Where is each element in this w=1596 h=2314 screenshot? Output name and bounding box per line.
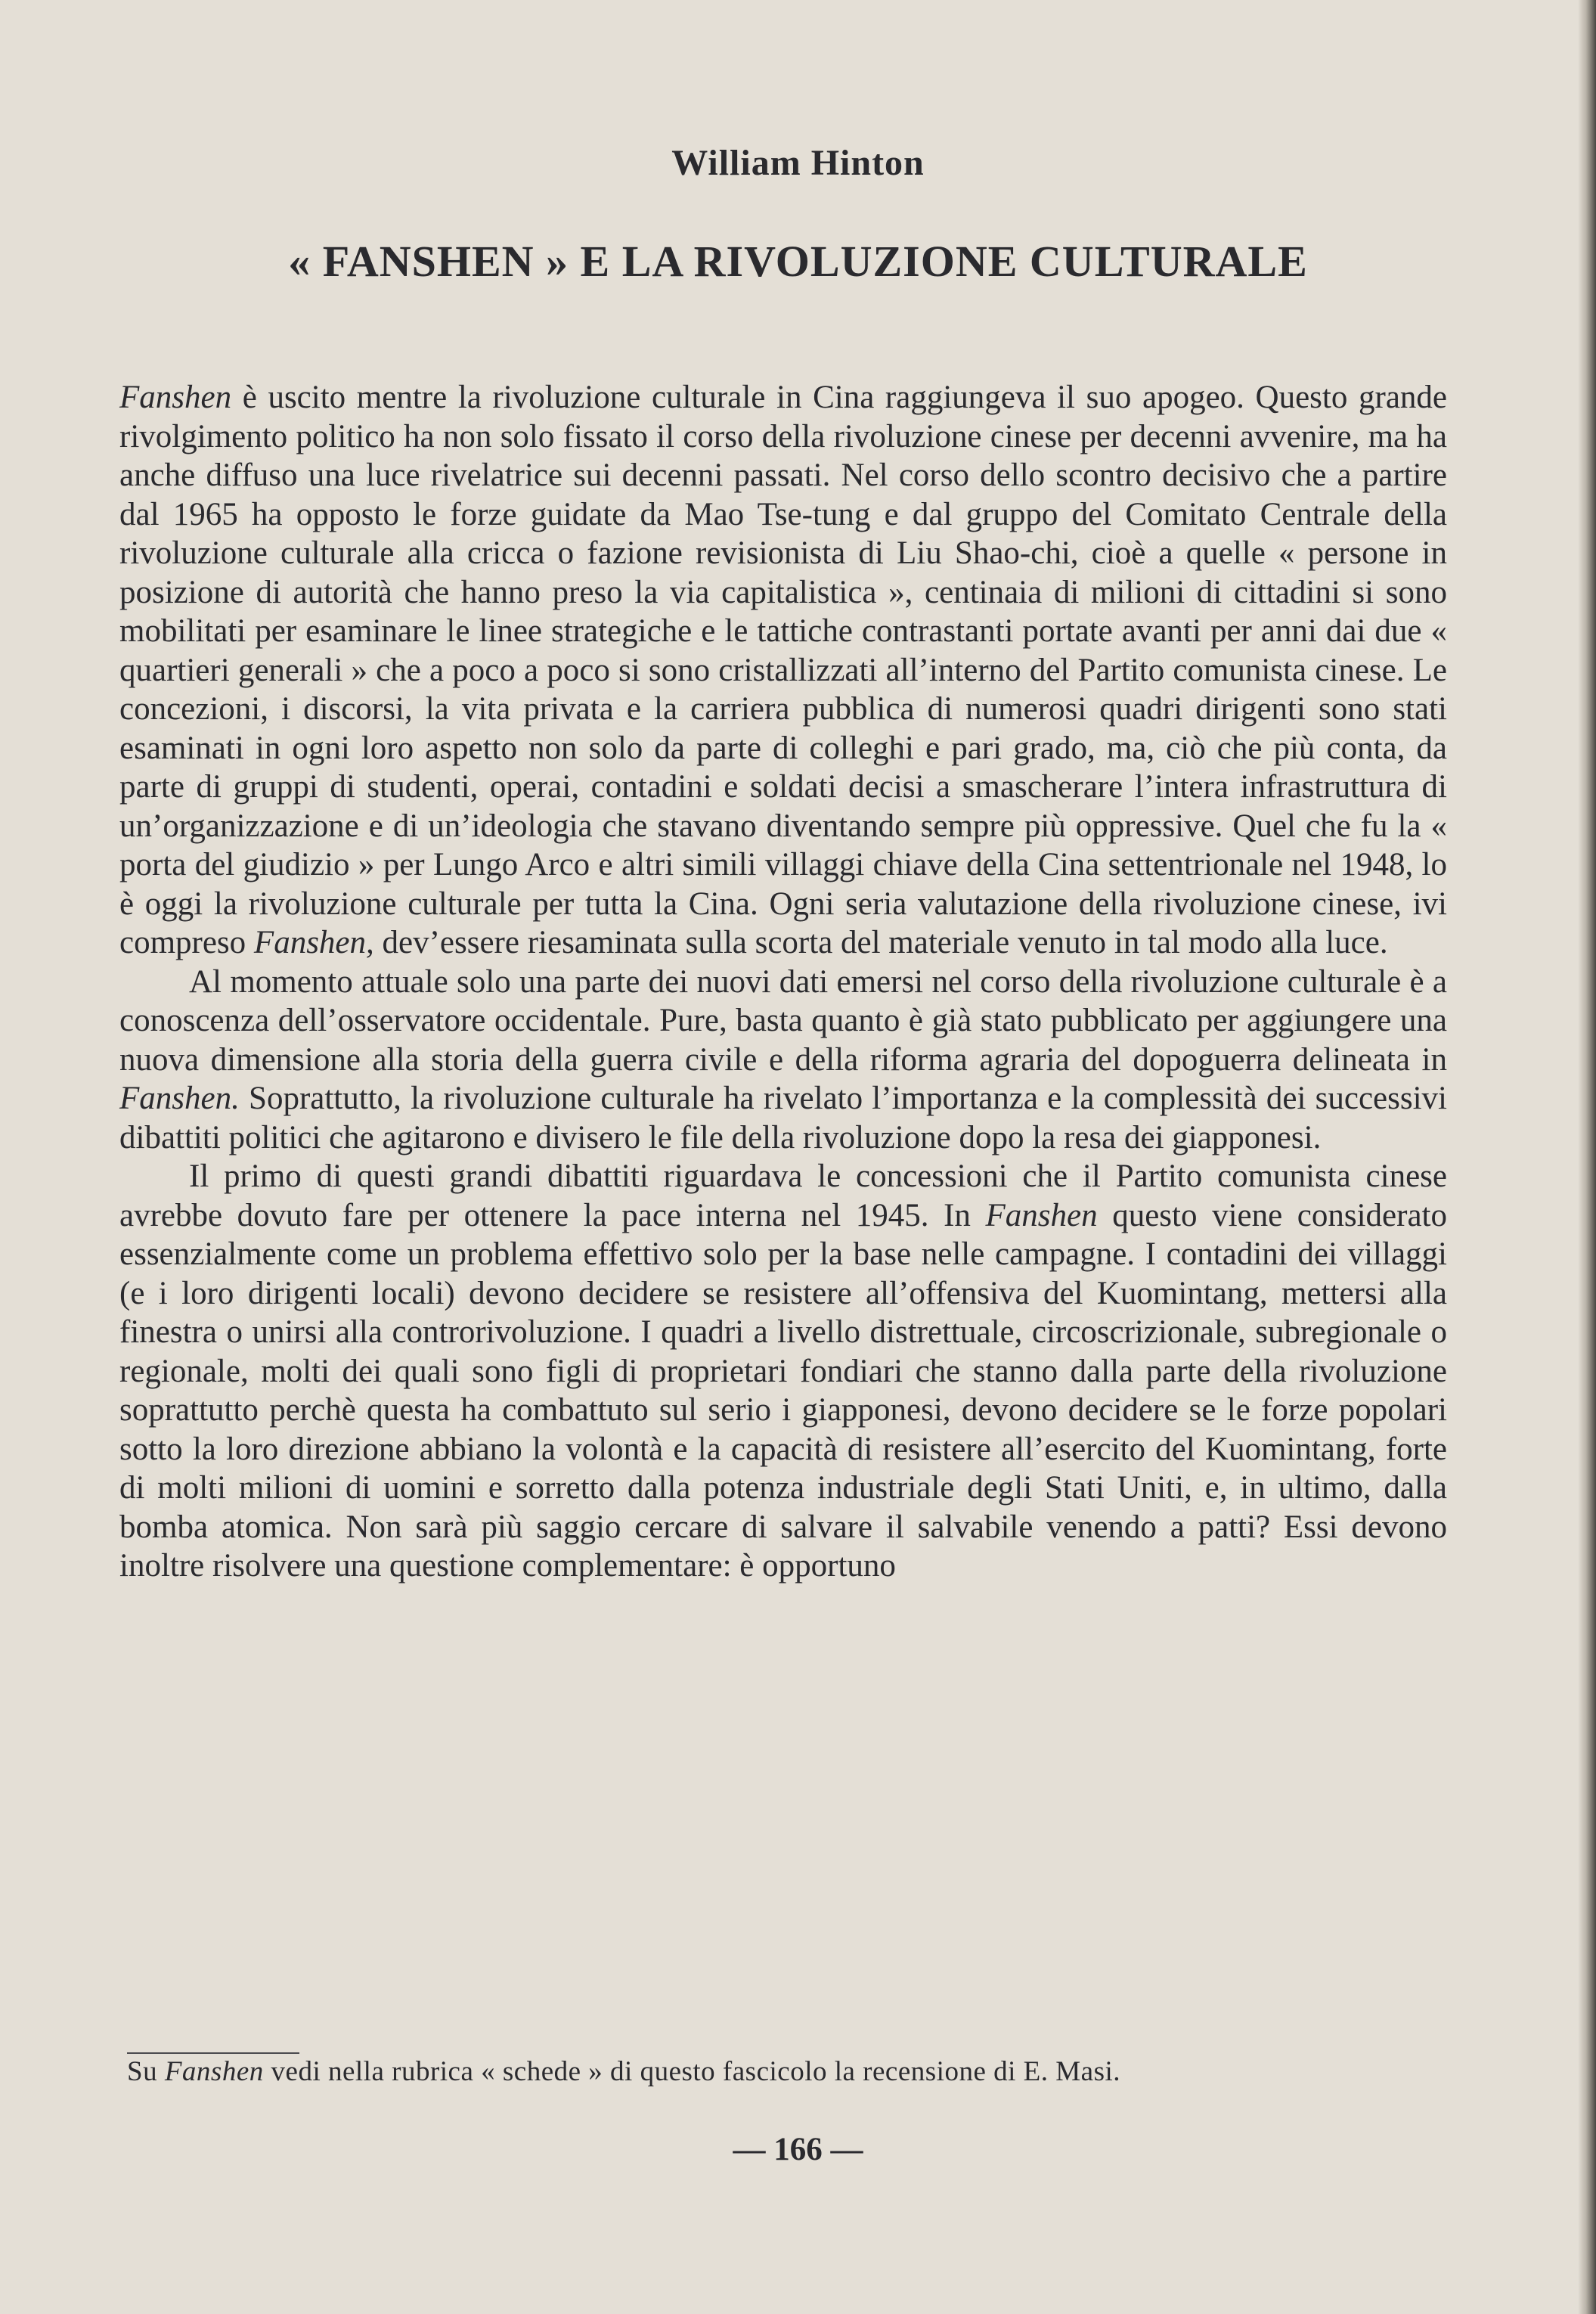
text-run-italic: Fanshen [119,380,232,415]
paragraph [119,1157,1447,1586]
footnote-run: vedi nella rubrica « schede » di questo fascicolo la recensione di E. Masi. [263,2056,1121,2087]
author-name: William Hinton [671,143,925,183]
paragraph [119,963,1447,1158]
footnote-run-italic: Fanshen [164,2056,264,2087]
page-edge-shadow [1578,0,1596,2314]
text-run: questo viene considerato essenzialmente come un problema effettivo solo per la base nelle campagne. I contadini dei villaggi (e i loro dirigenti locali) devono decidere se resistere all’offensiva del Kuomintang, mettersi alla finestra o unirsi alla controrivoluzione. I quadri a livello distrettuale, circoscrizionale, subregionale o regionale, molti dei quali sono figli di proprietari fondiari che stanno dalla parte della rivoluzione soprattutto perchè questa ha combattuto sul serio i giapponesi, devono decidere se le forze popolari sotto la loro direzione abbiano la volontà e la capacità di resistere all’esercito del Kuomintang, forte di molti milioni di uomini e sorretto dalla potenza industriale degli Stati Uniti, e, in ultimo, dalla bomba atomica. Non sarà più saggio cercare di salvare il salvabile venendo a patti? Essi devono inoltre risolvere una questione complementare: è opportuno [119,1197,1447,1584]
text-run: Soprattutto, la rivoluzione culturale ha rivelato l’importanza e la complessità dei successivi dibattiti politici che agitarono e divisero le file della rivoluzione dopo la resa dei giapponesi. [119,1081,1447,1155]
paragraph [119,378,1447,963]
footnote-run: Su [127,2056,165,2087]
text-run-italic: Fanshen, [253,925,374,960]
footnote [127,2054,1450,2090]
text-run: Al momento attuale solo una parte dei nuovi dati emersi nel corso della rivoluzione culturale è a conoscenza dell’osservatore occidentale. Pure, basta quanto è già stato pubblicato per aggiungere una nuova dimensione alla storia della guerra civile e della riforma agraria del dopoguerra delineata in [119,963,1447,1078]
text-run-italic: Fanshen. [119,1081,240,1116]
article-body [119,378,1447,1586]
text-run: è uscito mentre la rivoluzione culturale in Cina raggiungeva il suo apogeo. Questo grande rivolgimento politico ha non solo fissato il corso della rivoluzione cinese per decenni avvenire, ma ha anche diffuso una luce rivelatrice sui decenni passati. Nel corso dello scontro decisivo che a partire dal 1965 ha opposto le forze guidate da Mao Tse-tung e dal gruppo del Comitato Centrale della rivoluzione culturale alla cricca o fazione revisionista di Liu Shao-chi, cioè a quelle « persone in posizione di autorità che hanno preso la via capitalistica », centinaia di milioni di cittadini si sono mobilitati per esaminare le linee strategiche e le tattiche contrastanti portate avanti per anni dai due « quartieri generali » che a poco a poco si sono cristallizzati all’interno del Partito comunista cinese. Le concezioni, i discorsi, la vita privata e la carriera pubblica di numerosi quadri dirigenti sono stati esaminati in ogni loro aspetto non solo da parte di colleghi e pari grado, ma, ciò che più conta, da parte di gruppi di studenti, operai, contadini e soldati decisi a smascherare l’intera infrastruttura di un’organizzazione e di un’ideologia che stavano diventando sempre più oppressive. Quel che fu la « porta del giudizio » per Lungo Arco e altri simili villaggi chiave della Cina settentrionale nel 1948, lo è oggi la rivoluzione culturale per tutta la Cina. Ogni seria valutazione della rivoluzione cinese, ivi compreso [119,380,1447,960]
text-run-italic: Fanshen [985,1197,1098,1233]
text-run: Il primo di questi grandi dibattiti riguardava le concessioni che il Partito comunista cinese avrebbe dovuto fare per ottenere la pace interna nel 1945. In [119,1159,1447,1233]
page-number: — 166 — [733,2132,863,2167]
article-title: « FANSHEN » E LA RIVOLUZIONE CULTURALE [288,237,1308,286]
text-run: dev’essere riesaminata sulla scorta del materiale venuto in tal modo alla luce. [373,925,1388,960]
